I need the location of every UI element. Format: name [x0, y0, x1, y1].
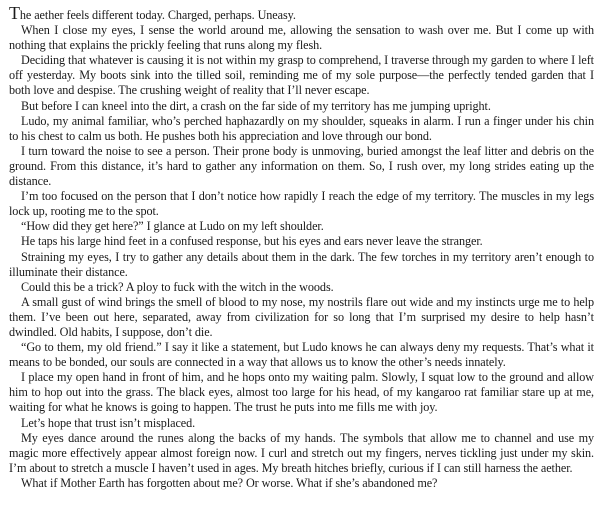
story-paragraph: He taps his large hind feet in a confused response, but his eyes and ears never leave the stranger.	[21, 234, 483, 249]
story-paragraph: I place my open hand in front of him, and he hops onto my waiting palm. Slowly, I squat low to the ground and allow him to hop out into the grass. The black eyes, almost too large for his head, of my kangaroo rat familiar stare up at me, waiting for what he knows is going to happen. The trust he puts into me fills me with joy.	[9, 370, 594, 415]
story-paragraph: “How did they get here?” I glance at Ludo on my left shoulder.	[21, 219, 324, 234]
story-paragraph: I’m too focused on the person that I don’t notice how rapidly I reach the edge of my territory. The muscles in my legs lock up, rooting me to the spot.	[9, 189, 594, 219]
story-paragraph: I turn toward the noise to see a person. Their prone body is unmoving, buried amongst the leaf litter and debris on the ground. From this distance, it’s hard to gather any information on them. So, I rush over, my long strides eating up the distance.	[9, 143, 594, 189]
story-paragraph: When I close my eyes, I sense the world around me, allowing the sensation to wash over me. But I come up with nothing that explains the prickly feeling that runs along my flesh.	[9, 23, 594, 53]
opening-paragraph	[9, 3, 594, 23]
story-paragraph: A small gust of wind brings the smell of blood to my nose, my nostrils flare out wide and my instincts urge me to help them. I’ve been out here, separated, away from civilization for so long that I’m surprised my desire to help hasn’t dwindled. Old habits, I suppose, don’t die.	[9, 294, 594, 339]
story-paragraph: My eyes dance around the runes along the backs of my hands. The symbols that allow me to channel and use my magic more effectively appear almost foreign now. I curl and stretch out my fingers, nerves tickling just under my skin. I’m about to stretch a muscle I haven’t used in ages. My breath hitches briefly, curious if I can still harness the aether.	[9, 430, 594, 475]
story-paragraph: Deciding that whatever is causing it is not within my grasp to comprehend, I traverse through my garden to where I left off yesterday. My boots sink into the tilled soil, reminding me of my sole purpose—the perfectly tended garden that I both love and despise. The crushing weight of reality that I’ll never escape.	[9, 53, 594, 98]
story-paragraph: Straining my eyes, I try to gather any details about them in the dark. The few torches in my territory aren’t enough to illuminate their distance.	[9, 249, 594, 279]
story-paragraph: Let’s hope that trust isn’t misplaced.	[21, 415, 196, 430]
story-paragraph: Could this be a trick? A ploy to fuck with the witch in the woods.	[21, 279, 334, 294]
story-paragraph: Ludo, my animal familiar, who’s perched haphazardly on my shoulder, squeaks in alarm. I run a finger under his chin to his chest to calm us both. He pushes both his appreciation and love through our bond.	[9, 113, 594, 143]
story-paragraph: “Go to them, my old friend.” I say it like a statement, but Ludo knows he can always deny my requests. That’s what it means to be bonded, our souls are connected in a way that allows us to know the other’s needs innately.	[9, 340, 594, 370]
story-paragraph: But before I can kneel into the dirt, a crash on the far side of my territory has me jumping upright.	[21, 98, 491, 113]
drop-cap-initial: T	[9, 3, 20, 23]
story-paragraph: What if Mother Earth has forgotten about me? Or worse. What if she’s abandoned me?	[21, 475, 438, 490]
opening-line: he aether feels different today. Charged, perhaps. Uneasy.	[19, 8, 296, 22]
body-paragraphs	[9, 23, 594, 491]
